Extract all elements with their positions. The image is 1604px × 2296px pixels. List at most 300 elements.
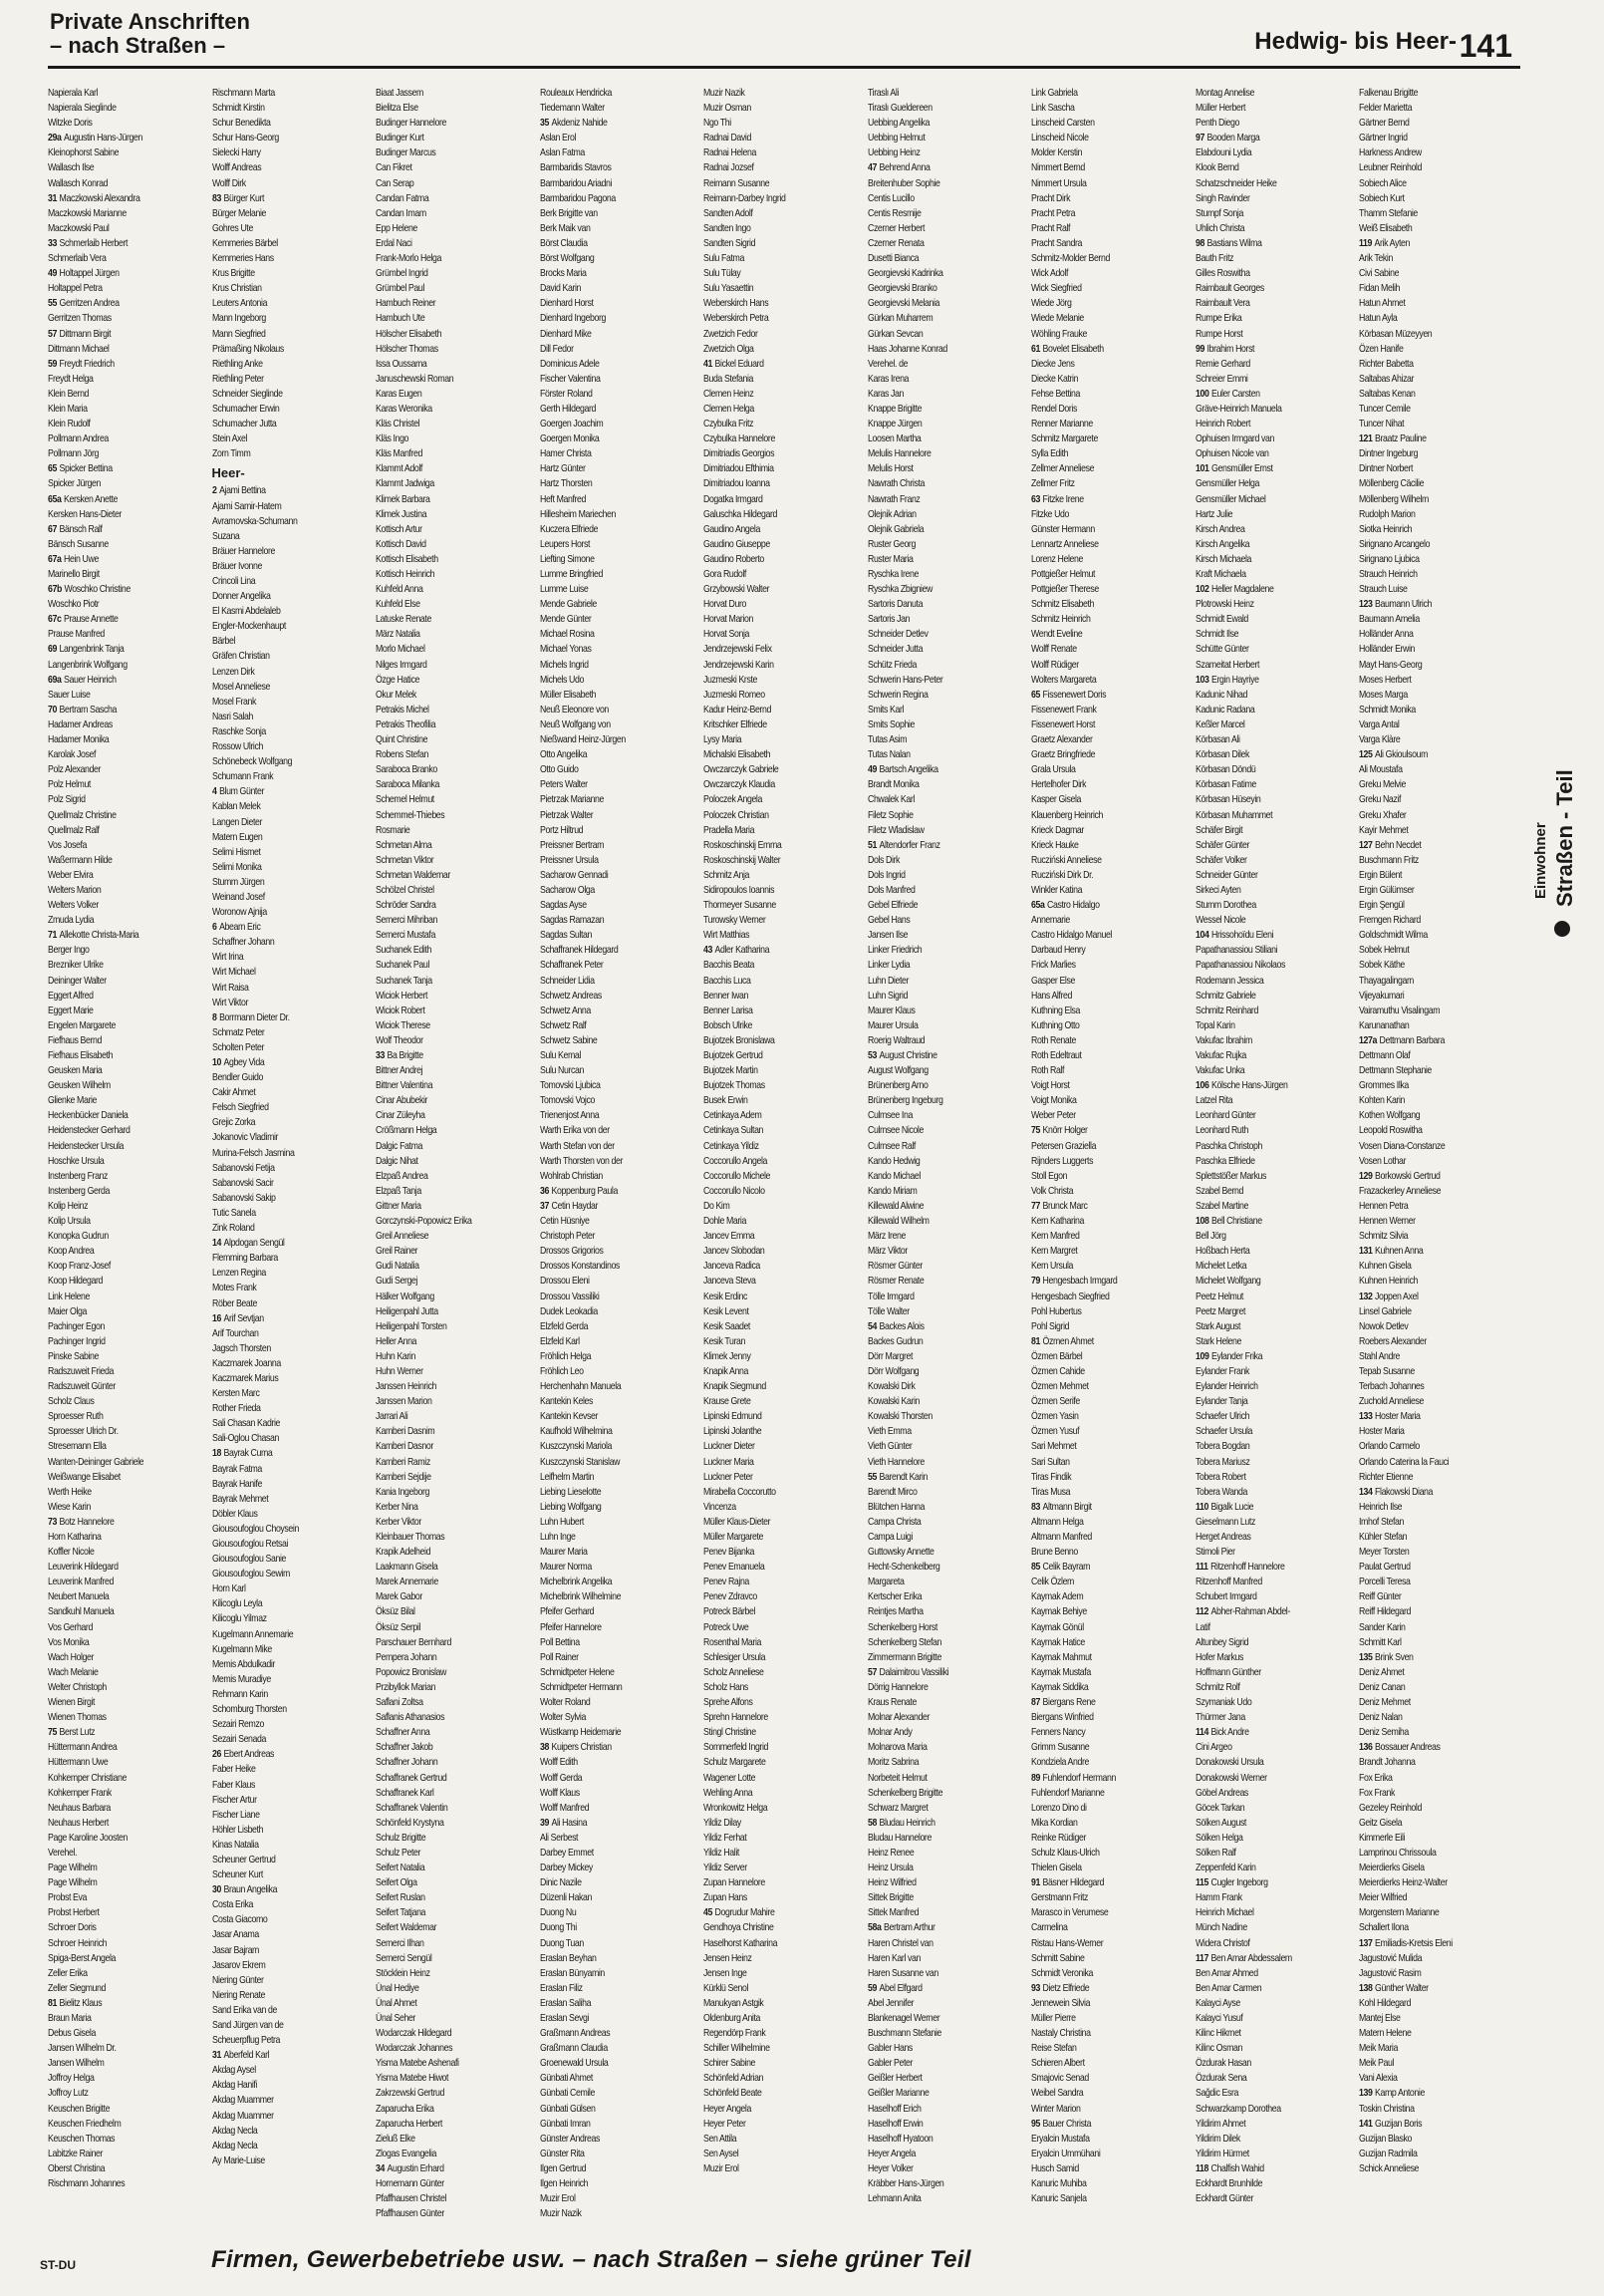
resident-entry: Muzir Erol bbox=[703, 2162, 739, 2174]
resident-entry: Kothen Wolfgang bbox=[1359, 1110, 1421, 1122]
resident-entry: Kamberi Dasnim bbox=[376, 1426, 435, 1438]
resident-entry: Kuhfeld Anna bbox=[376, 584, 423, 596]
resident-entry: Candan Imam bbox=[376, 207, 426, 219]
resident-entry: Semerci Ilhan bbox=[376, 1937, 424, 1949]
resident-entry: Elzpaß Tanja bbox=[376, 1185, 421, 1197]
resident-entry: Preissner Bertram bbox=[539, 839, 604, 851]
resident-entry: Nasri Salah bbox=[211, 711, 253, 722]
resident-entry: 110 Bigalk Lucie bbox=[1195, 1501, 1253, 1513]
resident-entry: Nießwand Heinz-Jürgen bbox=[539, 734, 626, 746]
resident-entry: Darbey Mickey bbox=[539, 1863, 593, 1874]
resident-entry: Can Serap bbox=[376, 177, 414, 189]
resident-entry: Barmbaridou Pagona bbox=[539, 192, 616, 204]
resident-entry: Baumann Amelia bbox=[1359, 614, 1420, 626]
listing-column bbox=[1195, 86, 1358, 2205]
resident-entry: Winter Marion bbox=[1031, 2103, 1081, 2115]
resident-entry: Gasper Else bbox=[1031, 975, 1075, 987]
resident-entry: Kläs Manfred bbox=[376, 448, 422, 460]
resident-entry: Gaudino Giuseppe bbox=[703, 538, 770, 550]
resident-entry: Hälker Wolfgang bbox=[376, 1291, 434, 1302]
resident-entry: Centis Resmije bbox=[867, 207, 921, 219]
resident-entry: Sandten Ingo bbox=[703, 222, 751, 234]
resident-entry: Voigt Horst bbox=[1031, 1080, 1070, 1092]
resident-entry: Hatun Ayla bbox=[1359, 313, 1398, 325]
resident-entry: Pollmann Jörg bbox=[48, 448, 99, 460]
resident-entry: Dominicus Adele bbox=[539, 358, 599, 370]
resident-entry: Tobera Robert bbox=[1195, 1471, 1245, 1483]
resident-entry: Potreck Uwe bbox=[703, 1621, 749, 1633]
resident-entry: Culmsee Ina bbox=[867, 1110, 913, 1122]
resident-entry: Aslan Fatma bbox=[539, 147, 585, 159]
resident-entry: Wanten-Deininger Gabriele bbox=[48, 1456, 144, 1468]
resident-entry: Woschko Piotr bbox=[48, 599, 100, 611]
resident-entry: Georgievski Branko bbox=[867, 283, 936, 295]
resident-entry: Sulu Fatma bbox=[703, 253, 744, 265]
resident-entry: Tölle Irmgard bbox=[867, 1291, 915, 1302]
resident-entry: Tomovski Vojco bbox=[539, 1095, 595, 1107]
resident-entry: Dienhard Horst bbox=[539, 298, 594, 310]
resident-entry: Molnarova Maria bbox=[867, 1742, 927, 1754]
house-number: 57 bbox=[867, 1666, 877, 1678]
resident-entry: Celik Özlem bbox=[1031, 1577, 1074, 1588]
resident-entry: Tiraslı Gueldereen bbox=[867, 103, 933, 115]
resident-entry: Schmetan Alma bbox=[376, 839, 432, 851]
resident-entry: Liebing Wolfgang bbox=[539, 1501, 601, 1513]
resident-entry: Schmitz Heinrich bbox=[1031, 614, 1091, 626]
resident-entry: Szabel Martine bbox=[1195, 1200, 1248, 1212]
resident-entry: Heinrich Michael bbox=[1195, 1907, 1254, 1919]
house-number: 63 bbox=[1031, 493, 1040, 505]
resident-entry: Haas Johanne Konrad bbox=[867, 343, 947, 355]
resident-entry: Frick Marlies bbox=[1031, 960, 1076, 972]
resident-entry: Wolff Rüdiger bbox=[1031, 659, 1079, 671]
resident-entry: Topal Karin bbox=[1195, 1019, 1235, 1031]
resident-entry: Bujotzek Martin bbox=[703, 1065, 758, 1077]
resident-entry: Culmsee Nicole bbox=[867, 1125, 924, 1137]
resident-entry: Zimmermann Brigitte bbox=[867, 1651, 941, 1663]
resident-entry: Schneider Detlev bbox=[867, 629, 929, 641]
resident-entry: Liebing Lieselotte bbox=[539, 1486, 601, 1498]
resident-entry: Yildirim Hürmet bbox=[1195, 2148, 1249, 2159]
resident-entry: Neuhaus Herbert bbox=[48, 1817, 109, 1829]
resident-entry: 85 Celik Bayram bbox=[1031, 1562, 1091, 1574]
resident-entry: Link Sascha bbox=[1031, 103, 1075, 115]
resident-entry: Goergen Joachim bbox=[539, 419, 603, 430]
resident-entry: Flemming Barbara bbox=[211, 1253, 278, 1265]
resident-entry: Sali-Oglou Chasan bbox=[211, 1433, 279, 1445]
resident-entry: Weiß Elisabeth bbox=[1359, 222, 1413, 234]
resident-entry: Killewald Alwine bbox=[867, 1200, 924, 1212]
resident-entry: Smajovic Senad bbox=[1031, 2073, 1089, 2085]
resident-entry: Ali Moustafa bbox=[1359, 764, 1403, 776]
resident-entry: Costa Giacomo bbox=[211, 1914, 267, 1926]
resident-entry: 139 Kamp Antonie bbox=[1359, 2088, 1425, 2100]
resident-entry: Özmen Cahide bbox=[1031, 1365, 1085, 1377]
resident-entry: Scheuerpflug Petra bbox=[211, 2035, 280, 2047]
resident-entry: Keßler Marcel bbox=[1195, 718, 1245, 730]
resident-entry: 67a Hein Uwe bbox=[48, 553, 99, 565]
resident-entry: Grimm Susanne bbox=[1031, 1742, 1090, 1754]
resident-entry: Karas Weronika bbox=[376, 403, 432, 415]
resident-entry: Guzijan Blasko bbox=[1359, 2133, 1413, 2145]
resident-entry: Wolter Roland bbox=[539, 1697, 590, 1709]
resident-entry: 91 Bäsner Hildegard bbox=[1031, 1877, 1105, 1889]
resident-entry: Instenberg Franz bbox=[48, 1170, 109, 1182]
resident-entry: Uhlich Christa bbox=[1195, 222, 1244, 234]
resident-entry: Trienenjost Anna bbox=[539, 1110, 599, 1122]
resident-entry: Schmidt Kirstin bbox=[211, 103, 265, 115]
resident-entry: Schmitz Rolf bbox=[1195, 1681, 1240, 1693]
resident-entry: Kilicoglu Leyla bbox=[211, 1598, 262, 1610]
resident-entry: Coccorullo Michele bbox=[703, 1170, 771, 1182]
resident-entry: Gabler Peter bbox=[867, 2058, 913, 2070]
resident-entry: Kilicoglu Yilmaz bbox=[211, 1613, 267, 1625]
resident-entry: Ilgen Gertrud bbox=[539, 2162, 586, 2174]
resident-entry: Deniz Ahmet bbox=[1359, 1666, 1405, 1678]
resident-entry: Renner Marianne bbox=[1031, 419, 1093, 430]
resident-entry: Heinz Renee bbox=[867, 1847, 914, 1859]
resident-entry: Gerth Hildegard bbox=[539, 403, 596, 415]
resident-entry: 55 Barendt Karin bbox=[867, 1471, 928, 1483]
resident-entry: Wallasch Konrad bbox=[48, 177, 109, 189]
resident-entry: Kottisch Heinrich bbox=[376, 569, 435, 580]
house-number: 67a bbox=[48, 553, 62, 565]
resident-entry: Lumme Luise bbox=[539, 584, 588, 596]
resident-entry: Weber Elvira bbox=[48, 869, 94, 881]
resident-entry: Bayrak Hanife bbox=[211, 1478, 262, 1490]
resident-entry: Peetz Helmut bbox=[1195, 1291, 1243, 1302]
resident-entry: Campa Luigi bbox=[867, 1532, 913, 1543]
resident-entry: Richter Babetta bbox=[1359, 358, 1414, 370]
resident-entry: Culmsee Ralf bbox=[867, 1140, 916, 1152]
resident-entry: 119 Arik Ayten bbox=[1359, 237, 1410, 249]
resident-entry: Fehse Bettina bbox=[1031, 388, 1081, 400]
resident-entry: 57 Dittmann Birgit bbox=[48, 328, 112, 340]
resident-entry: Grala Ursula bbox=[1031, 764, 1076, 776]
resident-entry: Harkness Andrew bbox=[1359, 147, 1422, 159]
resident-entry: 141 Guzijan Boris bbox=[1359, 2118, 1423, 2130]
resident-entry: Klammt Jadwiga bbox=[376, 478, 434, 490]
resident-entry: Singh Ravinder bbox=[1195, 192, 1249, 204]
resident-entry: Kertscher Erika bbox=[867, 1591, 922, 1603]
house-number: 83 bbox=[1031, 1501, 1040, 1513]
house-number: 134 bbox=[1359, 1486, 1373, 1498]
resident-entry: Maczkowski Marianne bbox=[48, 207, 127, 219]
house-number: 6 bbox=[211, 922, 216, 934]
house-number: 109 bbox=[1195, 1350, 1208, 1362]
footer-note: Firmen, Gewerbebetriebe usw. – nach Straßen – siehe grüner Teil bbox=[211, 2246, 971, 2273]
resident-entry: Heinrich Ilse bbox=[1359, 1501, 1403, 1513]
resident-entry: Ajami Samir-Hatem bbox=[211, 500, 281, 512]
resident-entry: Sidiropoulos Ioannis bbox=[703, 884, 775, 896]
resident-entry: Okur Melek bbox=[376, 689, 416, 701]
resident-entry: Hoßbach Herta bbox=[1195, 1246, 1249, 1258]
house-number: 89 bbox=[1031, 1772, 1040, 1784]
resident-entry: Michelet Letka bbox=[1195, 1261, 1246, 1273]
resident-entry: Janssen Marion bbox=[376, 1396, 432, 1408]
resident-entry: Rischmann Marta bbox=[211, 88, 275, 99]
resident-entry: Raschke Sonja bbox=[211, 725, 266, 737]
resident-entry: Kottisch Artur bbox=[376, 523, 422, 535]
resident-entry: Sölken August bbox=[1195, 1817, 1246, 1829]
resident-entry: Hartz Julie bbox=[1195, 508, 1232, 520]
resident-entry: 69 Langenbrink Tanja bbox=[48, 644, 125, 656]
resident-entry: 18 Bayrak Cuma bbox=[211, 1448, 272, 1460]
resident-entry: Stresemann Ella bbox=[48, 1441, 107, 1453]
resident-entry: Poloczek Christian bbox=[703, 809, 769, 821]
house-number: 67b bbox=[48, 584, 62, 596]
resident-entry: Bell Jörg bbox=[1195, 1231, 1226, 1243]
resident-entry: Weberskirch Petra bbox=[703, 313, 769, 325]
resident-entry: Blütchen Hanna bbox=[867, 1501, 925, 1513]
resident-entry: Schmitt Sabine bbox=[1031, 1952, 1085, 1964]
resident-entry: Winkler Katina bbox=[1031, 884, 1083, 896]
resident-entry: Ay Marie-Luise bbox=[211, 2154, 265, 2166]
resident-entry: Langenbrink Wolfgang bbox=[48, 659, 128, 671]
resident-entry: Haren Susanne van bbox=[867, 1967, 938, 1979]
house-number: 38 bbox=[539, 1742, 549, 1754]
resident-entry: Selimi Hismet bbox=[211, 846, 261, 858]
resident-entry: Michelbrink Angelika bbox=[539, 1577, 612, 1588]
resident-entry: Kesik Erdinc bbox=[703, 1291, 748, 1302]
resident-entry: Campa Christa bbox=[867, 1516, 921, 1528]
resident-entry: Wolff Manfred bbox=[539, 1802, 589, 1814]
resident-entry: Pracht Petra bbox=[1031, 207, 1076, 219]
resident-entry: 55 Gerritzen Andrea bbox=[48, 298, 120, 310]
resident-entry: Karunanathan bbox=[1359, 1019, 1410, 1031]
resident-entry: Sari Mehmet bbox=[1031, 1441, 1077, 1453]
resident-entry: Müller Margarete bbox=[703, 1532, 764, 1543]
resident-entry: Smits Karl bbox=[867, 704, 904, 716]
resident-entry: Holländer Anna bbox=[1359, 629, 1414, 641]
resident-entry: Parschauer Bernhard bbox=[376, 1636, 451, 1648]
resident-entry: Epp Helene bbox=[376, 222, 417, 234]
resident-entry: Liefting Simone bbox=[539, 553, 595, 565]
resident-entry: Scholz Claus bbox=[48, 1396, 95, 1408]
resident-entry: Özmen Serife bbox=[1031, 1396, 1080, 1408]
resident-entry: Dettmann Olaf bbox=[1359, 1050, 1411, 1061]
resident-entry: Haselhoff Hyatoon bbox=[867, 2133, 933, 2145]
resident-entry: Meierdierks Gisela bbox=[1359, 1863, 1425, 1874]
resident-entry: Donner Angelika bbox=[211, 591, 270, 603]
resident-entry: Eraslan Filiz bbox=[539, 1982, 583, 1994]
resident-entry: Kania Ingeborg bbox=[376, 1486, 430, 1498]
resident-entry: Radszuweit Günter bbox=[48, 1381, 116, 1393]
resident-entry: Körbasan Dilek bbox=[1195, 749, 1249, 761]
resident-entry: Rumpe Horst bbox=[1195, 328, 1242, 340]
resident-entry: Reinke Rüdiger bbox=[1031, 1832, 1086, 1844]
resident-entry: Fitzke Udo bbox=[1031, 508, 1070, 520]
resident-entry: Roskoschinskij Walter bbox=[703, 854, 781, 866]
resident-entry: 137 Emiliadis-Kretsis Eleni bbox=[1359, 1937, 1453, 1949]
resident-entry: Dols Ingrid bbox=[867, 869, 906, 881]
resident-entry: Mantej Else bbox=[1359, 2013, 1401, 2024]
house-number: 65a bbox=[48, 493, 62, 505]
house-number: 16 bbox=[211, 1312, 221, 1324]
resident-entry: Sylla Edith bbox=[1031, 448, 1069, 460]
resident-entry: Kaymak Hatice bbox=[1031, 1636, 1085, 1648]
resident-entry: Eraslan Saliha bbox=[539, 1997, 591, 2009]
resident-entry: Schmitz Elisabeth bbox=[1031, 599, 1095, 611]
house-number: 37 bbox=[539, 1200, 549, 1212]
resident-entry: Donakowski Werner bbox=[1195, 1772, 1267, 1784]
listing-column bbox=[703, 86, 866, 2198]
resident-entry: Krause Grete bbox=[703, 1396, 751, 1408]
resident-entry: Kürklü Senol bbox=[703, 1982, 749, 1994]
resident-entry: Reintjes Martha bbox=[867, 1606, 924, 1618]
resident-entry: Duong Nu bbox=[539, 1907, 576, 1919]
resident-entry: Leupers Horst bbox=[539, 538, 590, 550]
resident-entry: Sobek Helmut bbox=[1359, 945, 1410, 957]
resident-entry: Schneider Lidia bbox=[539, 975, 595, 987]
resident-entry: Suchanek Tanja bbox=[376, 975, 432, 987]
resident-entry: Ryschka Zbigniew bbox=[867, 584, 933, 596]
resident-entry: Linscheid Nicole bbox=[1031, 133, 1089, 144]
resident-entry: Scheuner Gertrud bbox=[211, 1854, 275, 1866]
bullet-icon bbox=[1554, 921, 1570, 937]
resident-entry: Hüttermann Uwe bbox=[48, 1757, 109, 1769]
resident-entry: Prämaßing Nikolaus bbox=[211, 343, 284, 355]
resident-entry: Molnar Andy bbox=[867, 1727, 912, 1739]
resident-entry: 33 Schmerlaib Herbert bbox=[48, 237, 129, 249]
resident-entry: Eraslan Bünyamin bbox=[539, 1967, 605, 1979]
resident-entry: Budinger Hannelore bbox=[376, 118, 446, 130]
resident-entry: Günbati Gülsen bbox=[539, 2103, 595, 2115]
resident-entry: Zakrzewski Gertrud bbox=[376, 2088, 444, 2100]
resident-entry: Radszuweit Frieda bbox=[48, 1365, 114, 1377]
resident-entry: Tutas Asim bbox=[867, 734, 907, 746]
resident-entry: Dinic Nazile bbox=[539, 1877, 582, 1889]
resident-entry: Poll Bettina bbox=[539, 1636, 580, 1648]
resident-entry: Marinello Birgit bbox=[48, 569, 100, 580]
resident-entry: 73 Botz Hannelore bbox=[48, 1516, 115, 1528]
resident-entry: Rouleaux Hendricka bbox=[539, 88, 612, 99]
resident-entry: Stumpf Sonja bbox=[1195, 207, 1243, 219]
resident-entry: Luckner Peter bbox=[703, 1471, 753, 1483]
resident-entry: Bayrak Mehmet bbox=[211, 1493, 268, 1505]
resident-entry: Fox Erika bbox=[1359, 1772, 1393, 1784]
resident-entry: 67c Prause Annette bbox=[48, 614, 119, 626]
resident-entry: Ünal Hediye bbox=[376, 1982, 419, 1994]
resident-entry: Ngo Thi bbox=[703, 118, 731, 130]
resident-entry: Schneider Günter bbox=[1195, 869, 1257, 881]
resident-entry: Sölken Helga bbox=[1195, 1832, 1242, 1844]
resident-entry: Stumm Jürgen bbox=[211, 876, 264, 888]
house-number: 136 bbox=[1359, 1742, 1373, 1754]
resident-entry: Melulis Hannelore bbox=[867, 448, 932, 460]
resident-entry: Arif Tourchan bbox=[211, 1327, 258, 1339]
resident-entry: Voigt Monika bbox=[1031, 1095, 1077, 1107]
resident-entry: 54 Backes Alois bbox=[867, 1320, 925, 1332]
resident-entry: Pfaffhausen Günter bbox=[376, 2208, 444, 2220]
resident-entry: Kohl Hildegard bbox=[1359, 1997, 1412, 2009]
resident-entry: Galuschka Hildegard bbox=[703, 508, 777, 520]
resident-entry: Hoster Maria bbox=[1359, 1426, 1405, 1438]
resident-entry: Zellmer Anneliese bbox=[1031, 463, 1095, 475]
resident-entry: Issa Oussama bbox=[376, 358, 427, 370]
resident-entry: Gaudino Roberto bbox=[703, 553, 764, 565]
resident-entry: Özen Hanife bbox=[1359, 343, 1404, 355]
resident-entry: Oberst Christina bbox=[48, 2162, 106, 2174]
resident-entry: 136 Bossauer Andreas bbox=[1359, 1742, 1441, 1754]
resident-entry: Bauth Fritz bbox=[1195, 253, 1233, 265]
resident-entry: Mosel Frank bbox=[211, 696, 256, 708]
resident-entry: Semerci Mustafa bbox=[376, 930, 435, 942]
resident-entry: Leonhard Günter bbox=[1195, 1110, 1255, 1122]
resident-entry: Rösmer Renate bbox=[867, 1276, 924, 1288]
resident-entry: Hornemann Günter bbox=[376, 2178, 444, 2190]
resident-entry: Fissenewert Frank bbox=[1031, 704, 1097, 716]
resident-entry: Geusken Maria bbox=[48, 1065, 103, 1077]
resident-entry: Kinas Natalia bbox=[211, 1839, 259, 1851]
resident-entry: Michelet Wolfgang bbox=[1195, 1276, 1260, 1288]
resident-entry: Engelen Margarete bbox=[48, 1019, 116, 1031]
resident-entry: Kottisch Elisabeth bbox=[376, 553, 438, 565]
resident-entry: Kuthning Otto bbox=[1031, 1019, 1080, 1031]
resident-entry: Schmidt Veronika bbox=[1031, 1967, 1093, 1979]
resident-entry: Civi Sabine bbox=[1359, 268, 1400, 280]
resident-entry: Cetinkaya Sultan bbox=[703, 1125, 764, 1137]
resident-entry: Jokanovic Vladimir bbox=[211, 1132, 278, 1144]
resident-entry: Budinger Marcus bbox=[376, 147, 436, 159]
resident-entry: Suzana bbox=[211, 530, 239, 542]
resident-entry: Loosen Martha bbox=[867, 433, 921, 445]
resident-entry: 81 Bielitz Klaus bbox=[48, 1997, 103, 2009]
resident-entry: Smits Sophie bbox=[867, 718, 915, 730]
resident-entry: Schönfeld Adrian bbox=[703, 2073, 764, 2085]
resident-entry: Gebel Hans bbox=[867, 915, 910, 927]
resident-entry: Brezniker Ulrike bbox=[48, 960, 104, 972]
resident-entry: Göbel Andreas bbox=[1195, 1787, 1248, 1799]
house-number: 26 bbox=[211, 1749, 221, 1761]
resident-entry: Sulu Yasaettin bbox=[703, 283, 754, 295]
resident-entry: Deniz Canan bbox=[1359, 1681, 1406, 1693]
resident-entry: Gärtner Ingrid bbox=[1359, 133, 1408, 144]
house-number: 75 bbox=[48, 1727, 57, 1739]
resident-entry: Schwetz Anna bbox=[539, 1004, 591, 1016]
resident-entry: Graetz Alexander bbox=[1031, 734, 1093, 746]
resident-entry: Keuschen Brigitte bbox=[48, 2103, 111, 2115]
house-number: 10 bbox=[211, 1057, 221, 1068]
resident-entry: Michalski Elisabeth bbox=[703, 749, 771, 761]
listing-column bbox=[539, 86, 702, 2220]
resident-entry: Gebel Elfriede bbox=[867, 900, 918, 912]
resident-entry: 125 Ali Gkioulsoum bbox=[1359, 749, 1429, 761]
house-number: 95 bbox=[1031, 2118, 1040, 2130]
resident-entry: Günbati Cemile bbox=[539, 2088, 595, 2100]
house-number: 67c bbox=[48, 614, 62, 626]
resident-entry: Tuncer Cemile bbox=[1359, 403, 1411, 415]
resident-entry: Schaffranek Karl bbox=[376, 1787, 434, 1799]
resident-entry: Vijeyakumari bbox=[1359, 990, 1405, 1002]
resident-entry: Kuhfeld Else bbox=[376, 599, 420, 611]
resident-entry: Cetinkaya Adem bbox=[703, 1110, 762, 1122]
resident-entry: Gerritzen Thomas bbox=[48, 313, 112, 325]
resident-entry: Januschewski Roman bbox=[376, 373, 454, 385]
resident-entry: Schroer Doris bbox=[48, 1922, 97, 1934]
resident-entry: Graßmann Andreas bbox=[539, 2028, 610, 2040]
resident-entry: Müller Herbert bbox=[1195, 103, 1245, 115]
resident-entry: Hennen Werner bbox=[1359, 1216, 1416, 1228]
resident-entry: Fischer Valentina bbox=[539, 373, 600, 385]
resident-entry: Schmitz Margarete bbox=[1031, 433, 1098, 445]
resident-entry: Schäfer Volker bbox=[1195, 854, 1247, 866]
resident-entry: Bielitza Else bbox=[376, 103, 418, 115]
resident-entry: Vosen Lothar bbox=[1359, 1155, 1406, 1167]
resident-entry: Schulz Margarete bbox=[703, 1757, 766, 1769]
resident-entry: Luhn Dieter bbox=[867, 975, 909, 987]
resident-entry: Sabanovski Fetija bbox=[211, 1162, 275, 1174]
